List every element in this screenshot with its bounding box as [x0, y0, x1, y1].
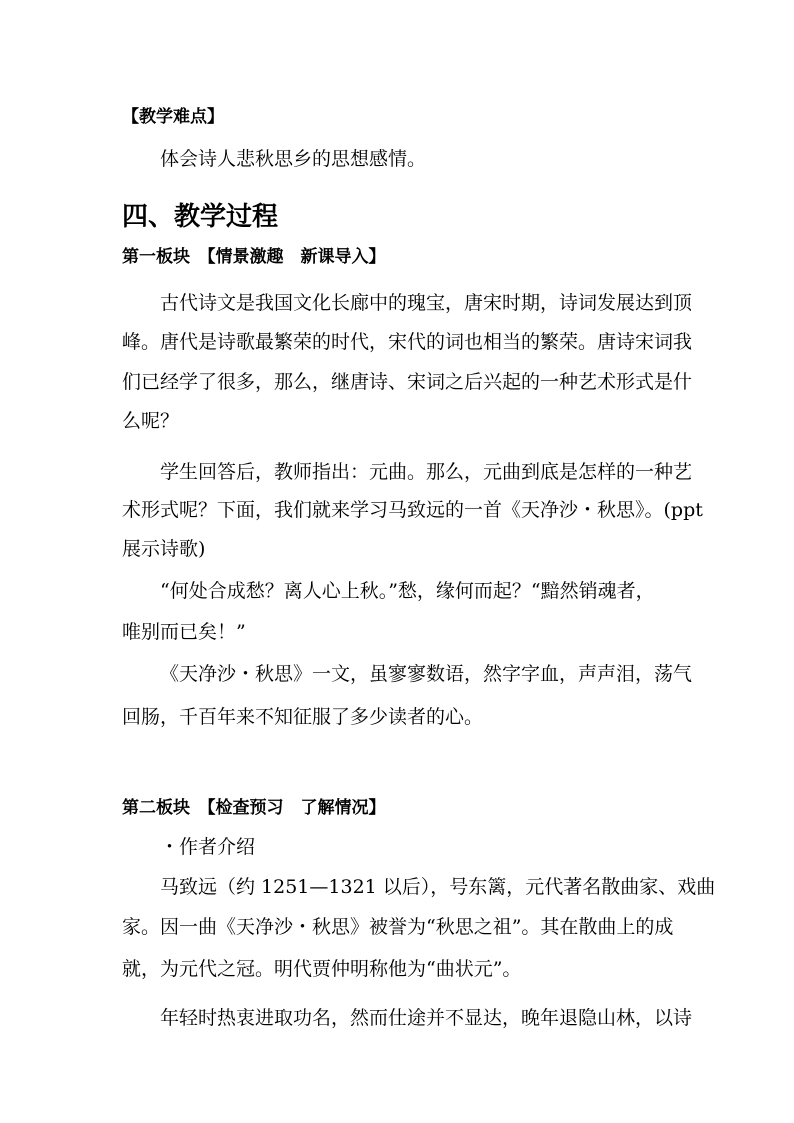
paragraph-line: 学生回答后，教师指出：元曲。那么，元曲到底是怎样的一种艺 — [160, 461, 693, 483]
paragraph-line: 术形式呢？下面，我们就来学习马致远的一首《天净沙・秋思》。(ppt — [122, 499, 703, 521]
paragraph-line: 古代诗文是我国文化长廊中的瑰宝，唐宋时期，诗词发展达到顶 — [160, 292, 693, 314]
block2-heading: 第二板块 【检查预习 了解情况】 — [122, 798, 386, 818]
paragraph-line: 《天净沙・秋思》一文，虽寥寥数语，然字字血，声声泪，荡气 — [160, 663, 693, 685]
paragraph-line: 唯别而已矣！” — [122, 621, 246, 643]
paragraph-line: 么呢？ — [122, 410, 180, 432]
author-intro-bullet: ・作者介绍 — [160, 836, 256, 858]
paragraph-line: “何处合成愁？离人心上秋。”愁，缘何而起？“黯然销魂者， — [160, 580, 655, 602]
block1-heading: 第一板块 【情景激趣 新课导入】 — [122, 247, 386, 267]
difficulty-text: 体会诗人悲秋思乡的思想感情。 — [160, 148, 427, 170]
paragraph-line: 就，为元代之冠。明代贾仲明称他为“曲状元”。 — [122, 958, 522, 980]
difficulty-heading: 【教学难点】 — [122, 107, 224, 127]
paragraph-line: 回肠，千百年来不知征服了多少读者的心。 — [122, 706, 484, 728]
paragraph-line: 年轻时热衷进取功名，然而仕途并不显达，晚年退隐山林，以诗 — [160, 1007, 693, 1029]
paragraph-line: 峰。唐代是诗歌最繁荣的时代，宋代的词也相当的繁荣。唐诗宋词我 — [122, 331, 693, 353]
paragraph-line: 们已经学了很多，那么，继唐诗、宋词之后兴起的一种艺术形式是什 — [122, 371, 693, 393]
section-heading-process: 四、教学过程 — [122, 202, 279, 232]
paragraph-line: 马致远（约 1251—1321 以后），号东篱，元代著名散曲家、戏曲 — [160, 876, 716, 898]
paragraph-line: 家。因一曲《天净沙・秋思》被誉为“秋思之祖”。其在散曲上的成 — [122, 916, 674, 938]
paragraph-line: 展示诗歌) — [122, 538, 206, 560]
